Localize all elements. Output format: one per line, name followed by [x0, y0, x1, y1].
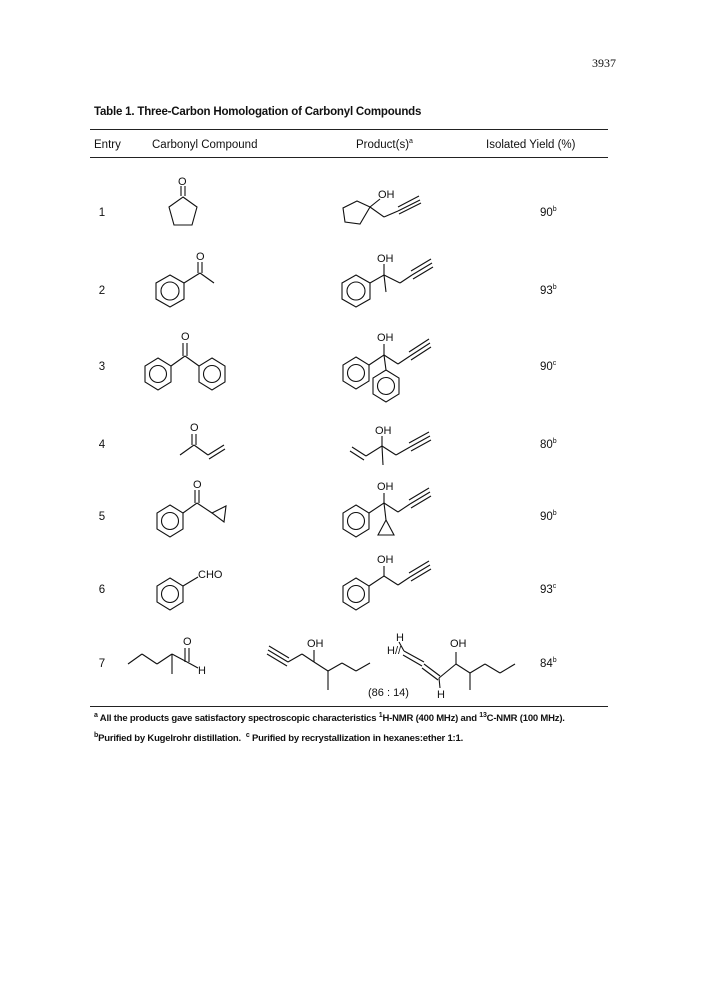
yield-value: 80$^b$ — [540, 438, 557, 451]
svg-text:O: O — [178, 176, 187, 188]
svg-text:O: O — [183, 636, 192, 648]
structure-benzophenone — [145, 331, 225, 390]
structure-product-2 — [342, 253, 433, 307]
svg-text:OH: OH — [377, 332, 394, 344]
header-isolated-yield: Isolated Yield (%) — [486, 139, 576, 151]
header-products: $Product(s)^a$ — [356, 138, 413, 151]
footnote-b-c: $^b$Purified by Kugelrohr distillation. $^c$ Purified by recrystallization in hexanes:ether 1:1. — [94, 731, 464, 744]
structure-product-6 — [343, 554, 431, 610]
svg-text:O: O — [181, 331, 190, 343]
structure-cyclopropyl-phenyl-ketone — [157, 479, 226, 537]
yield-value: 90$^b$ — [540, 206, 557, 219]
svg-text:OH: OH — [377, 253, 394, 265]
svg-text:H//: H// — [387, 645, 402, 657]
svg-text:OH: OH — [450, 638, 467, 650]
yield-value: 93$^b$ — [540, 284, 557, 297]
structure-product-3 — [343, 332, 431, 402]
svg-text:O: O — [193, 479, 202, 491]
structure-benzaldehyde — [157, 569, 223, 610]
yield-value: 84$^b$ — [540, 657, 557, 670]
structure-acetophenone — [156, 251, 214, 307]
yield-value: 90$^b$ — [540, 510, 557, 523]
header-carbonyl-compound: Carbonyl Compound — [152, 139, 258, 151]
entry-number: 1 — [98, 207, 106, 219]
svg-text:OH: OH — [375, 425, 392, 437]
structure-product-4 — [350, 425, 431, 465]
structure-product-7a — [267, 638, 370, 690]
svg-text:CHO: CHO — [198, 569, 223, 581]
entry-number: 3 — [98, 361, 106, 373]
product-ratio: (86 : 14) — [368, 687, 409, 699]
structure-2-methylhexanal — [128, 636, 206, 677]
structure-methyl-vinyl-ketone — [180, 422, 225, 459]
yield-value: 93$^c$ — [540, 583, 557, 596]
entry-number: 4 — [98, 439, 106, 451]
svg-text:H: H — [198, 665, 206, 677]
entry-number: 7 — [98, 658, 106, 670]
svg-text:O: O — [196, 251, 205, 263]
table-bottom-rule — [90, 706, 608, 707]
svg-text:OH: OH — [377, 481, 394, 493]
yield-value: 90$^c$ — [540, 360, 557, 373]
structure-product-5 — [343, 481, 431, 537]
svg-text:OH: OH — [307, 638, 324, 650]
entry-number: 2 — [98, 285, 106, 297]
svg-text:H: H — [437, 689, 445, 701]
entry-number: 5 — [98, 511, 106, 523]
svg-text:OH: OH — [377, 554, 394, 566]
svg-text:OH: OH — [378, 189, 395, 201]
structure-cyclopentanone — [169, 176, 197, 225]
header-entry: Entry — [94, 139, 121, 151]
page-number: 3937 — [592, 56, 616, 70]
structure-product-1 — [343, 189, 421, 224]
entry-number: 6 — [98, 584, 106, 596]
table-title: Table 1. Three-Carbon Homologation of Carbonyl Compounds — [94, 106, 422, 118]
footnote-a: $^a$ All the products gave satisfactory spectroscopic characteristics $^1$H-NMR (400 MHz) and $^{13}$C-NMR (100 MHz). — [94, 711, 565, 724]
svg-text:O: O — [190, 422, 199, 434]
svg-text:H: H — [396, 632, 404, 644]
